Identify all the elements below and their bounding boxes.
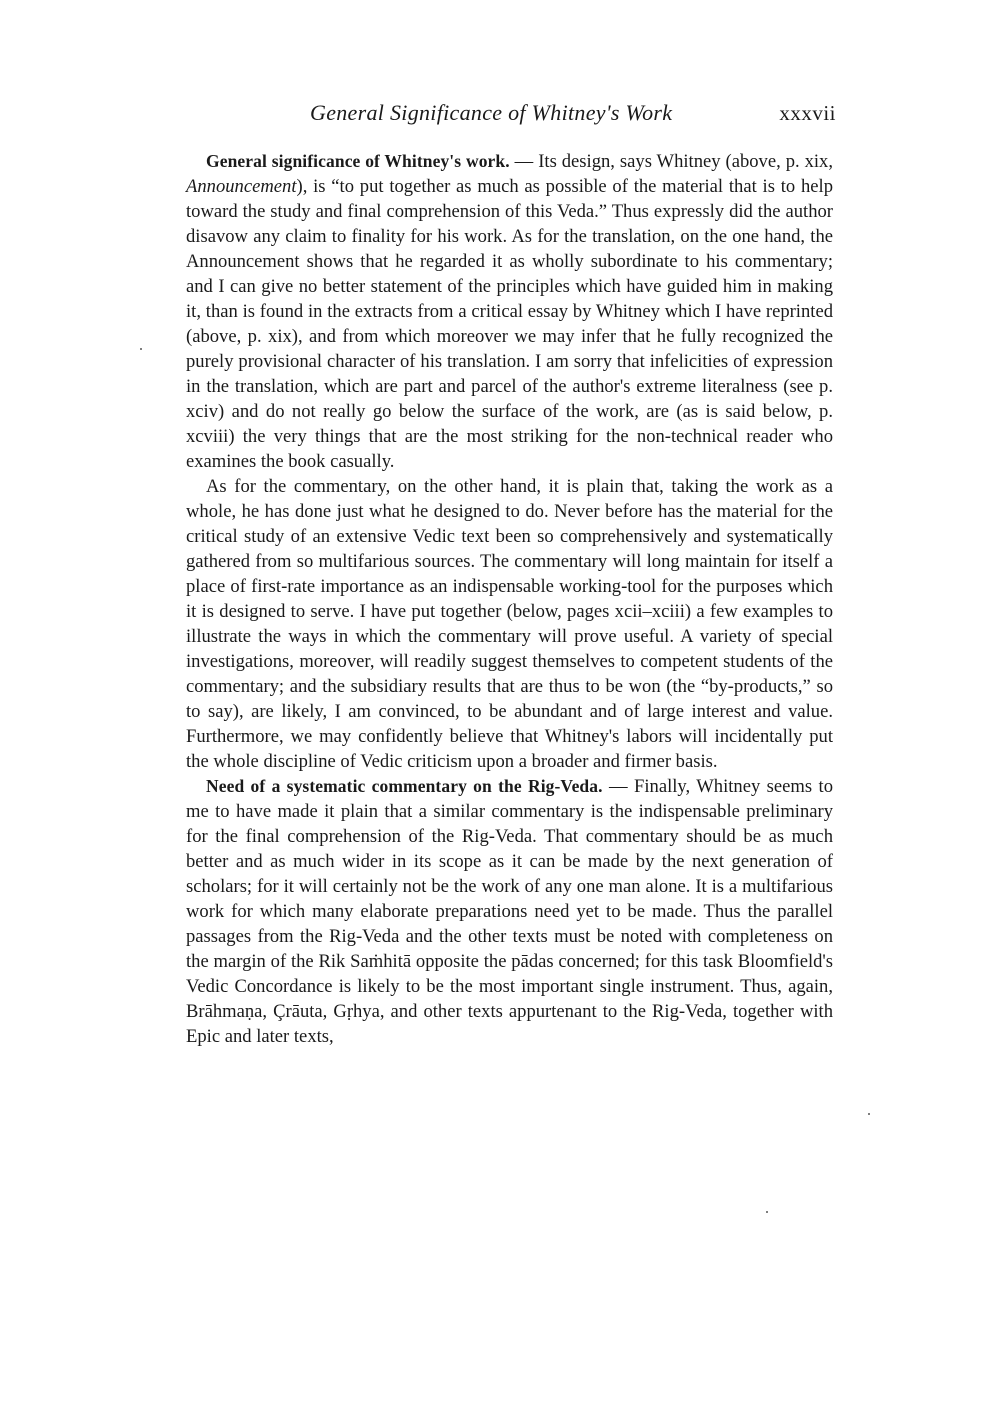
- italic-reference: Announcement: [186, 176, 297, 197]
- section-heading-general-significance: General significance of Whitney's work.: [206, 151, 510, 171]
- scan-speck: [766, 1211, 768, 1213]
- heading-dash: —: [509, 151, 539, 172]
- paragraph-commentary: [186, 474, 833, 774]
- section-heading-rig-veda: Need of a systematic commentary on the Rig-Veda.: [206, 776, 603, 796]
- running-title: General Significance of Whitney's Work: [310, 100, 673, 125]
- paragraph-general-significance: [186, 149, 833, 474]
- page-number: xxxvii: [779, 101, 836, 125]
- scan-speck: [140, 348, 142, 350]
- paragraph-text: As for the commentary, on the other hand, it is plain that, taking the work as a whole, he has done just what he designed to do. Never before has the material for the critical study of an extensive Vedic text been so comprehensively and systematically gathered from so multifarious sources. The commentary will long maintain for itself a place of first-rate importance as an indispensable working-tool for the purposes which it is designed to serve. I have put together (below, pages xcii–xciii) a few examples to illustrate the ways in which the commentary will prove useful. A variety of special investigations, moreover, will readily suggest themselves to competent students of the commentary; and the subsidiary results that are thus to be won (the “by-products,” so to say), are likely, I am convinced, to be abundant and of large interest and value. Furthermore, we may confidently believe that Whitney's labors will incidentally put the whole discipline of Vedic criticism upon a broader and firmer basis.: [186, 476, 833, 772]
- paragraph-text: Finally, Whitney seems to me to have made it plain that a similar commentary is the indispensable preliminary for the final comprehension of the Rig-Veda. That commentary should be as much better and as much wider in its scope as it can be made by the next generation of scholars; for it will certainly not be the work of any one man alone. It is a multifarious work for which many elaborate preparations need yet to be made. Thus the parallel passages from the Rig-Veda and the other texts must be noted with completeness on the margin of the Rik Saṁhitā opposite the pādas concerned; for this task Bloomfield's Vedic Concordance is likely to be the most important single instrument. Thus, again, Brāhmaṇa, Çrāuta, Gṛhya, and other texts appurtenant to the Rig-Veda, together with Epic and later texts,: [186, 776, 833, 1047]
- scan-speck: [868, 1113, 870, 1115]
- paragraph-text: ), is “to put together as much as possible of the material that is to help toward the study and final comprehension of this Veda.” Thus expressly did the author disavow any claim to finality for his work. As for the translation, on the one hand, the Announcement shows that he regarded it as wholly subordinate to his commentary; and I can give no better statement of the principles which have guided him in making it, than is found in the extracts from a critical essay by Whitney which I have reprinted (above, p. xix), and from which moreover we may infer that he fully recognized the purely provisional character of his translation. I am sorry that infelicities of expression in the translation, which are part and parcel of the author's extreme literalness (see p. xciv) and do not really go below the surface of the work, are (as is said below, p. xcviii) the very things that are the most striking for the non-technical reader who examines the book casually.: [186, 176, 833, 472]
- heading-dash: —: [602, 776, 635, 797]
- body-text: [186, 149, 833, 1049]
- paragraph-rig-veda: [186, 774, 833, 1049]
- running-head: [186, 100, 836, 134]
- paragraph-text: Its design, says Whitney (above, p. xix,: [538, 151, 833, 172]
